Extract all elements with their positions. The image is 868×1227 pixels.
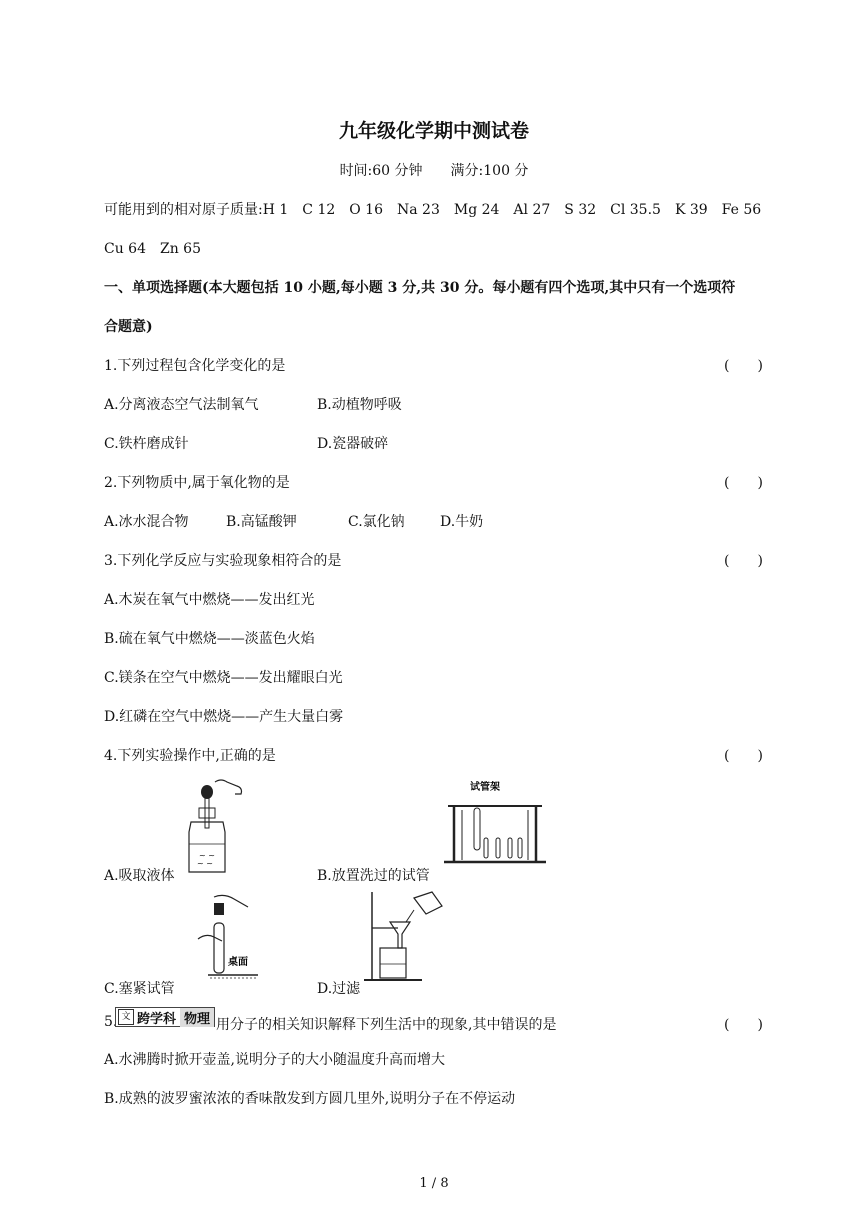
filtration-figure	[362, 888, 448, 986]
cross-subject-label: 跨学科	[137, 1011, 177, 1027]
q3-option-b: B.硫在氧气中燃烧——淡蓝色火焰	[104, 631, 315, 647]
q5-stem: 用分子的相关知识解释下列生活中的现象,其中错误的是	[216, 1017, 557, 1033]
desk-label: 桌面	[228, 957, 248, 968]
test-tube-rack-figure	[440, 778, 550, 868]
q2-option-a: A.冰水混合物	[104, 514, 189, 530]
q3-option-d: D.红磷在空气中燃烧——产生大量白雾	[104, 709, 344, 725]
q2-stem: 2.下列物质中,属于氧化物的是	[104, 475, 290, 491]
q2-option-c: C.氯化钠	[348, 514, 405, 530]
q5-option-b: B.成熟的波罗蜜浓浓的香味散发到方圆几里外,说明分子在不停运动	[104, 1091, 516, 1107]
q5-number: 5.	[104, 1014, 118, 1030]
q1-option-c: C.铁杵磨成针	[104, 436, 189, 452]
q1-option-a: A.分离液态空气法制氧气	[104, 397, 259, 413]
dropper-bottle-figure	[185, 778, 255, 878]
rack-label: 试管架	[470, 782, 500, 793]
q4-stem: 4.下列实验操作中,正确的是	[104, 748, 276, 764]
q1-option-d: D.瓷器破碎	[317, 436, 389, 452]
q5-answer-blank: ( )	[724, 1017, 763, 1033]
q4-option-d: D.过滤	[317, 981, 361, 997]
q1-option-b: B.动植物呼吸	[317, 397, 402, 413]
cross-subject-name: 物理	[180, 1008, 214, 1027]
section-heading-line2: 合题意)	[104, 319, 153, 335]
stopper-tube-figure	[188, 893, 260, 983]
page-title: 九年级化学期中测试卷	[338, 120, 529, 142]
q2-answer-blank: ( )	[724, 475, 763, 491]
book-icon: 文	[118, 1009, 134, 1025]
q4-option-b: B.放置洗过的试管	[317, 868, 430, 884]
svg-text:~ ~: ~ ~	[199, 851, 215, 860]
atomic-masses-line2: Cu 64 Zn 65	[104, 241, 202, 257]
cross-subject-tag	[115, 1007, 215, 1027]
atomic-masses-line1: 可能用到的相对原子质量:H 1 C 12 O 16 Na 23 Mg 24 Al 27 S 32 Cl 35.5 K 39 Fe 56	[104, 202, 762, 218]
page-number: 1 / 8	[419, 1176, 449, 1191]
q3-option-a: A.木炭在氧气中燃烧——发出红光	[104, 592, 315, 608]
q5-option-a: A.水沸腾时掀开壶盖,说明分子的大小随温度升高而增大	[104, 1052, 446, 1068]
q4-option-c: C.塞紧试管	[104, 981, 175, 997]
q2-option-d: D.牛奶	[440, 514, 484, 530]
q2-option-b: B.高锰酸钾	[226, 514, 297, 530]
q4-option-a: A.吸取液体	[104, 868, 175, 884]
q4-answer-blank: ( )	[724, 748, 763, 764]
exam-info: 时间:60 分钟 满分:100 分	[339, 163, 529, 179]
q1-answer-blank: ( )	[724, 358, 763, 374]
q3-stem: 3.下列化学反应与实验现象相符合的是	[104, 553, 342, 569]
svg-text:~ ~: ~ ~	[197, 859, 213, 868]
q1-stem: 1.下列过程包含化学变化的是	[104, 358, 286, 374]
q3-answer-blank: ( )	[724, 553, 763, 569]
q3-option-c: C.镁条在空气中燃烧——发出耀眼白光	[104, 670, 343, 686]
section-heading-line1: 一、单项选择题(本大题包括 10 小题,每小题 3 分,共 30 分。每小题有四个选项,其中只有一个选项符	[104, 280, 736, 296]
